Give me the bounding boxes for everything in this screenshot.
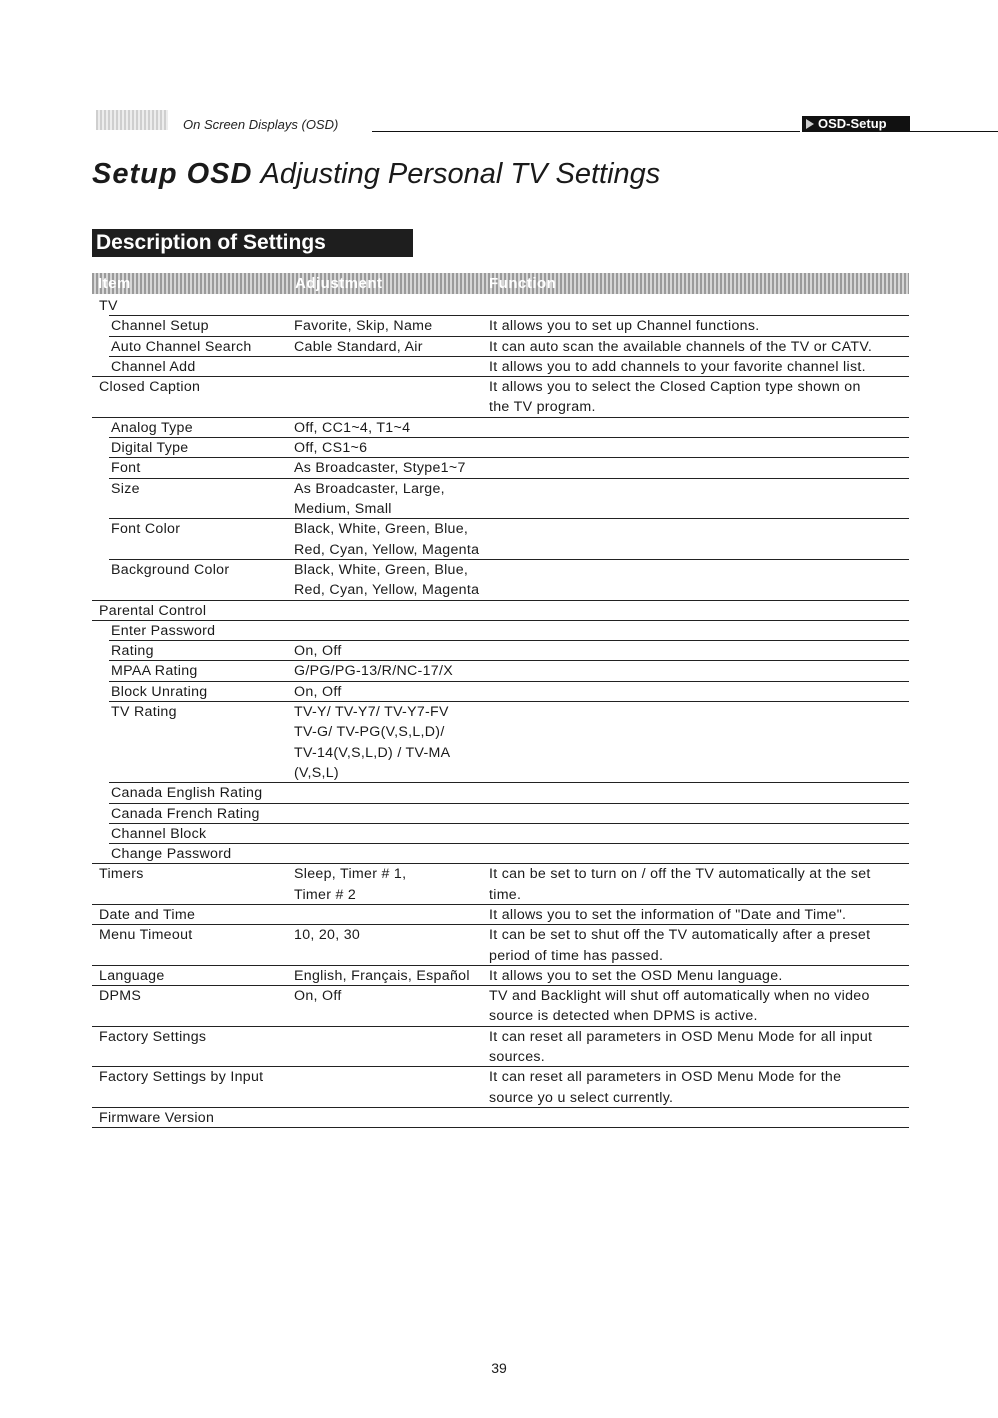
cell-adjustment: On, Off [294,988,342,1005]
cell-adjustment: Off, CS1~6 [294,440,368,457]
cell-function: It allows you to select the Closed Caption type shown on the TV program. [489,379,861,416]
cell-adjustment: TV-Y/ TV-Y7/ TV-Y7-FV TV-G/ TV-PG(V,S,L,D)/ TV-14(V,S,L,D) / TV-MA (V,S,L) [294,704,451,781]
cell-item: TV [99,298,118,314]
header-rule-right [910,131,998,132]
table-row [92,479,909,520]
cell-item: Analog Type [111,419,193,436]
cell-adjustment: G/PG/PG-13/R/NC-17/X [294,663,453,680]
header-rule [372,131,800,132]
cell-item: Rating [111,643,154,660]
cell-adjustment: Black, White, Green, Blue, Red, Cyan, Yellow, Magenta [294,521,480,558]
table-row [92,296,909,316]
table-row [92,905,909,925]
cell-item: Date and Time [99,907,196,923]
table-row [92,641,909,661]
cell-adjustment: 10, 20, 30 [294,927,361,944]
cell-adjustment: Off, CC1~4, T1~4 [294,419,411,436]
header-badge [802,116,910,132]
cell-function: It allows you to set the information of "Date and Time". [489,907,847,923]
table-row [92,925,909,966]
cell-adjustment: Black, White, Green, Blue, Red, Cyan, Yellow, Magenta [294,561,480,599]
table-row [92,986,909,1027]
table-row [92,661,909,681]
table-row [92,824,909,844]
cell-function: It allows you to set up Channel functions. [489,318,760,335]
table-row [92,377,909,418]
page-title [92,158,660,191]
column-header-adjustment: Adjustment [295,275,383,292]
cell-adjustment: As Broadcaster, Stype1~7 [294,460,466,477]
cell-item: Language [99,967,165,984]
table-row [92,1108,909,1128]
cell-adjustment: Sleep, Timer # 1, Timer # 2 [294,866,407,903]
header-pattern-block [96,110,168,130]
cell-function: TV and Backlight will shut off automatically when no video source is detected when DPMS is active. [489,988,870,1025]
cell-item: Canada French Rating [111,805,260,822]
table-row [92,560,909,601]
cell-item: Digital Type [111,440,189,457]
page-title-rest: Adjusting Personal TV Settings [260,158,661,190]
page-number: 39 [491,1360,507,1376]
table-row [92,844,909,864]
cell-item: Firmware Version [99,1110,215,1126]
cell-item: Channel Block [111,825,207,842]
cell-item: TV Rating [111,704,177,720]
cell-item: Factory Settings [99,1028,207,1045]
cell-function: It can be set to turn on / off the TV automatically at the set time. [489,866,871,903]
table-row [92,966,909,986]
cell-item: Enter Password [111,622,216,639]
table-row [92,682,909,702]
table-row [92,1027,909,1068]
cell-item: Parental Control [99,602,207,619]
table-row [92,438,909,458]
cell-item: Font Color [111,521,181,538]
cell-adjustment: On, Off [294,643,342,660]
cell-item: Factory Settings by Input [99,1069,264,1086]
cell-item: Auto Channel Search [111,338,252,355]
cell-function: It can reset all parameters in OSD Menu Mode for the source yo u select currently. [489,1069,842,1106]
header-badge-label: OSD-Setup [818,116,887,131]
cell-item: Channel Add [111,358,196,375]
cell-function: It allows you to add channels to your favorite channel list. [489,358,866,375]
table-row [92,783,909,803]
table-row [92,702,909,783]
cell-function: It allows you to set the OSD Menu language. [489,967,783,984]
table-row [92,357,909,377]
cell-item: Size [111,480,140,497]
cell-adjustment: English, Français, Español [294,967,470,984]
cell-function: It can auto scan the available channels of the TV or CATV. [489,338,873,355]
cell-item: Background Color [111,561,230,578]
table-row [92,601,909,621]
table-row [92,1067,909,1108]
cell-adjustment: On, Off [294,683,342,700]
cell-function: It can reset all parameters in OSD Menu Mode for all input sources. [489,1028,873,1066]
column-header-item: Item [98,275,131,292]
cell-item: DPMS [99,988,142,1005]
table-header [92,273,909,294]
cell-item: Font [111,460,141,477]
cell-function: It can be set to shut off the TV automatically after a preset period of time has passed. [489,927,871,964]
table-row [92,864,909,905]
table-row [92,519,909,560]
table-row [92,621,909,641]
table-row [92,337,909,357]
table-row [92,316,909,336]
cell-adjustment: Cable Standard, Air [294,338,423,355]
cell-item: Change Password [111,846,232,863]
arrow-icon [806,119,814,129]
row-divider [92,1127,909,1128]
cell-item: Block Unrating [111,683,208,700]
cell-item: Menu Timeout [99,927,193,944]
header-section-title: On Screen Displays (OSD) [183,117,339,132]
table-row [92,804,909,824]
table-row [92,418,909,438]
cell-adjustment: Favorite, Skip, Name [294,318,433,335]
cell-item: MPAA Rating [111,663,198,680]
page-title-bold: Setup OSD [92,158,253,190]
table-row [92,458,909,478]
cell-item: Timers [99,866,144,883]
column-header-function: Function [489,275,557,292]
cell-adjustment: As Broadcaster, Large, Medium, Small [294,480,445,517]
cell-item: Channel Setup [111,318,209,335]
cell-item: Closed Caption [99,379,201,396]
cell-item: Canada English Rating [111,785,263,802]
section-banner: Description of Settings [92,229,413,257]
